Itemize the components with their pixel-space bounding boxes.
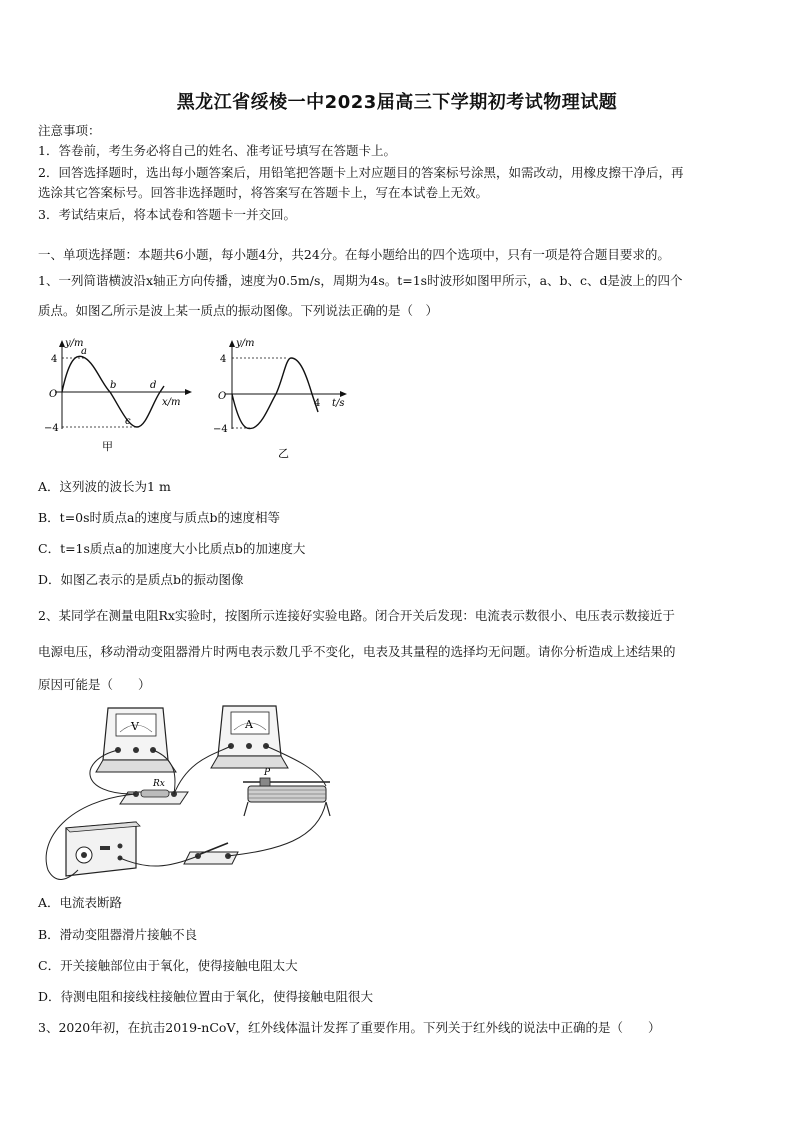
q1-option-b: B．t=0s时质点a的速度与质点b的速度相等 (38, 510, 281, 525)
graph-a-point-c: c (125, 416, 131, 427)
graph-a-caption: 甲 (102, 440, 113, 453)
q2-stem-line3: 原因可能是（ ） (38, 677, 151, 692)
notice-item-2-cont: 选涂其它答案标号。回答非选择题时，将答案写在答题卡上，写在本试卷上无效。 (38, 185, 489, 200)
q1-option-a: A．这列波的波长为1 m (38, 479, 171, 494)
graph-a-origin: O (49, 389, 58, 400)
rheostat (243, 768, 330, 816)
graph-a-ymin: −4 (44, 423, 59, 434)
slider-label: P (264, 768, 271, 778)
q2-option-b: B．滑动变阻器滑片接触不良 (38, 927, 198, 942)
graph-a-xlabel: x/m (162, 397, 181, 408)
graph-b-ymin: −4 (213, 424, 228, 435)
q3-stem-line1: 3、2020年初，在抗击2019-nCoV，红外线体温计发挥了重要作用。下列关于红外线的说法中正确的是（ ） (38, 1020, 661, 1035)
graph-b-ymax: 4 (220, 354, 227, 365)
graph-a-ymax: 4 (51, 354, 58, 365)
circuit-diagram (38, 700, 358, 885)
graph-b-ylabel: y/m (236, 338, 255, 349)
q2-stem-line1: 2、某同学在测量电阻Rx实验时，按图所示连接好实验电路。闭合开关后发现：电流表示数很小、电压表示数接近于 (38, 608, 675, 623)
q1-stem-line2: 质点。如图乙所示是波上某一质点的振动图像。下列说法正确的是（ ） (38, 303, 439, 318)
q1-stem-line1: 1、一列简谐横波沿x轴正方向传播，速度为0.5m/s，周期为4s。t=1s时波形如图甲所示，a、b、c、d是波上的四个 (38, 273, 683, 288)
q2-option-d: D．待测电阻和接线柱接触位置由于氧化，使得接触电阻很大 (38, 989, 374, 1004)
resistor-rx (120, 779, 188, 804)
q2-stem-line2: 电源电压，移动滑动变阻器滑片时两电表示数几乎不变化，电表及其量程的选择均无问题。请你分析造成上述结果的 (38, 644, 676, 659)
power-supply (66, 822, 140, 876)
notice-item-1: 1．答卷前，考生务必将自己的姓名、准考证号填写在答题卡上。 (38, 143, 396, 158)
section-heading: 一、单项选择题：本题共6小题，每小题4分，共24分。在每小题给出的四个选项中，只有一项是符合题目要求的。 (38, 247, 670, 262)
ammeter-label: A (245, 718, 253, 731)
graph-b-tick: 4 (314, 398, 321, 409)
graph-b-origin: O (218, 391, 227, 402)
graph-a-ylabel: y/m (65, 338, 84, 349)
q1-option-c: C．t=1s质点a的加速度大小比质点b的加速度大 (38, 541, 306, 556)
graph-b-xlabel: t/s (332, 398, 345, 409)
notice-heading: 注意事项： (38, 123, 101, 138)
voltmeter (96, 708, 176, 772)
q2-option-c: C．开关接触部位由于氧化，使得接触电阻太大 (38, 958, 298, 973)
q2-option-a: A．电流表断路 (38, 895, 123, 910)
notice-item-2: 2．回答选择题时，选出每小题答案后，用铅笔把答题卡上对应题目的答案标号涂黑，如需改动，用橡皮擦干净后，再 (38, 165, 684, 180)
page-title: 黑龙江省绥棱一中2023届高三下学期初考试物理试题 (176, 92, 618, 113)
graph-a-point-d: d (150, 380, 157, 391)
voltmeter-label: V (131, 720, 139, 733)
graph-a-point-a: a (81, 346, 87, 357)
switch (184, 843, 238, 864)
graph-b-caption: 乙 (278, 447, 289, 460)
wave-graph-a (40, 334, 200, 464)
ammeter (211, 706, 288, 768)
vibration-graph-b (208, 334, 368, 464)
resistor-label: Rx (153, 779, 165, 789)
q1-option-d: D．如图乙表示的是质点b的振动图像 (38, 572, 244, 587)
notice-item-3: 3．考试结束后，将本试卷和答题卡一并交回。 (38, 207, 296, 222)
graph-a-point-b: b (110, 380, 117, 391)
